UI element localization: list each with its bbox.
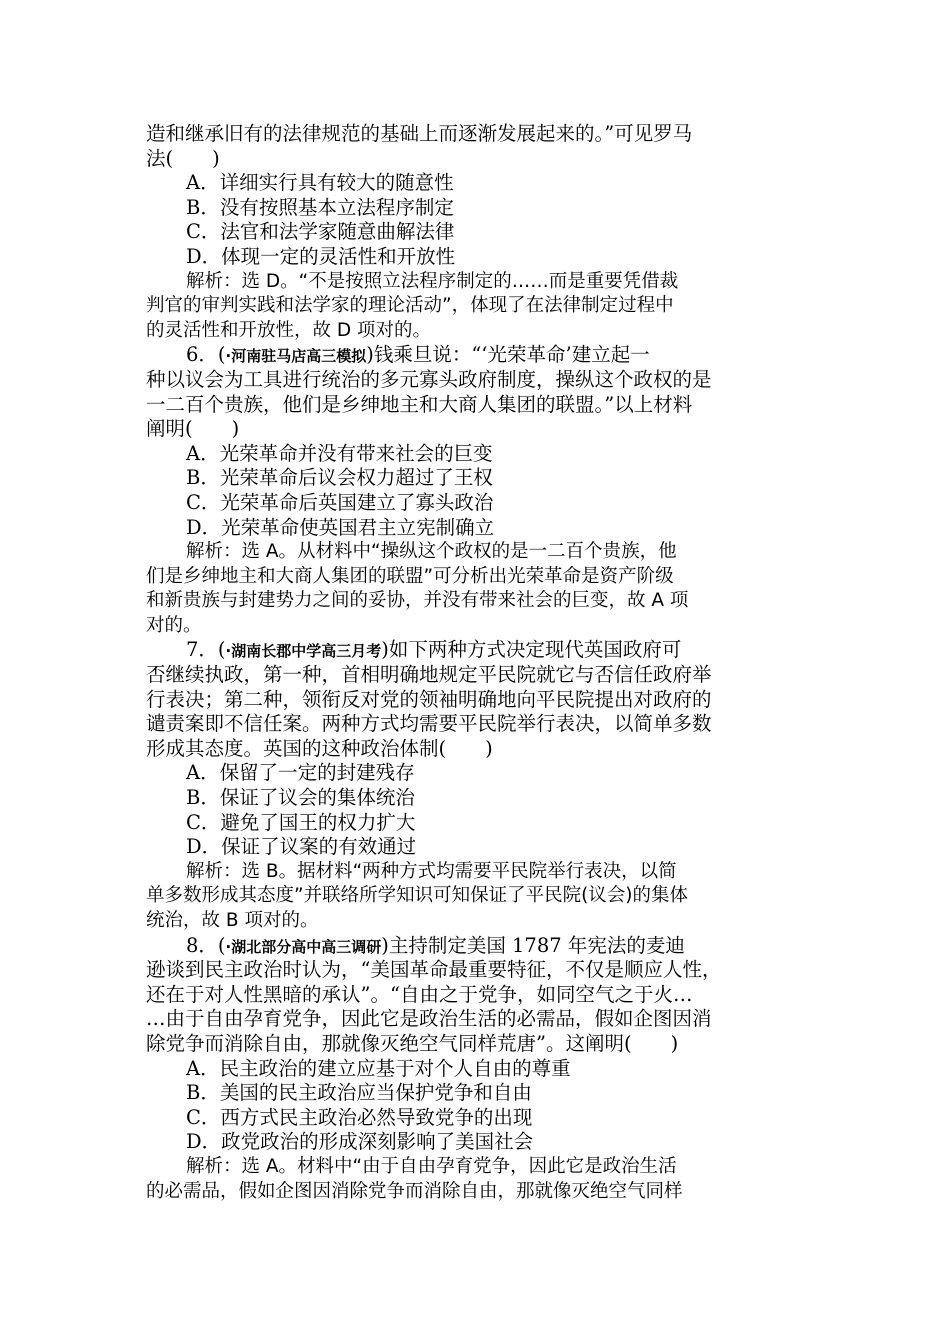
option-c: C．西方式民主政治必然导致党争的出现 — [186, 1105, 533, 1129]
analysis-line: 单多数形成其态度”并联络所学知识可知保证了平民院(议会)的集体 — [146, 885, 689, 907]
question-source: ·河南驻马店高三模拟 — [225, 347, 367, 366]
question-stem-line: 否继续执政，第一种，首相明确地规定平民院就它与否信任政府举 — [146, 663, 712, 687]
option-d: D．光荣革命使英国君主立宪制确立 — [186, 515, 495, 539]
question-stem-line — [146, 934, 812, 959]
option-b: B．美国的民主政治应当保护党争和自由 — [186, 1081, 532, 1105]
analysis-line: 解析：选 A。材料中“由于自由孕育党争，因此它是政治生活 — [186, 1155, 677, 1177]
question-stem-line — [146, 638, 812, 663]
question-stem-line: 造和继承旧有的法律规范的基础上而逐渐发展起来的。”可见罗马 — [146, 122, 693, 145]
option-c: C．避免了国王的权力扩大 — [186, 810, 416, 834]
option-b: B．保证了议会的集体统治 — [186, 786, 415, 810]
question-number: 7．( — [186, 638, 226, 662]
option-b: B．光荣革命后议会权力超过了王权 — [186, 466, 493, 490]
analysis-line: 解析：选 B。据材料“两种方式均需要平民院举行表决，以简 — [186, 860, 677, 882]
question-stem-line: 逊谈到民主政治时认为，“美国革命最重要特征，不仅是顺应人性， — [146, 958, 722, 982]
question-source: ·湖北部分高中高三调研 — [225, 937, 382, 956]
question-stem-line: 行表决；第二种，领衔反对党的领袖明确地向平民院提出对政府的 — [146, 687, 712, 711]
question-stem-text: )主持制定美国 1787 年宪法的麦迪 — [381, 933, 685, 957]
question-stem-line: 还在于对人性黑暗的承认”。“自由之于党争，如同空气之于火… — [146, 982, 693, 1006]
question-stem-line: …由于自由孕育党争，因此它是政治生活的必需品，假如企图因消 — [146, 1007, 712, 1031]
question-stem-line: 一二百个贵族，他们是乡绅地主和大商人集团的联盟。”以上材料 — [146, 392, 693, 416]
question-number: 8．( — [186, 933, 226, 957]
analysis-line: 统治，故 B 项对的。 — [146, 910, 319, 931]
analysis-line: 和新贵族与封建势力之间的妥协，并没有带来社会的巨变，故 A 项 — [146, 590, 689, 612]
question-number: 6．( — [186, 343, 226, 367]
question-stem-line: 阐明( ) — [146, 417, 240, 441]
option-a: A．民主政治的建立应基于对个人自由的尊重 — [186, 1056, 571, 1080]
question-7 — [146, 638, 812, 933]
question-5 — [146, 122, 812, 343]
question-stem-text: )如下两种方式决定现代英国政府可 — [381, 638, 682, 662]
question-stem-line: 除党争而消除自由，那就像灭绝空气同样荒唐”。这阐明( ) — [146, 1031, 679, 1055]
question-6 — [146, 343, 812, 638]
analysis-line: 解析：选 A。从材料中“操纵这个政权的是一二百个贵族，他 — [186, 541, 677, 563]
analysis-line: 们是乡绅地主和大商人集团的联盟”可分析出光荣革命是资产阶级 — [146, 565, 674, 587]
analysis-line: 的灵活性和开放性，故 D 项对的。 — [146, 319, 432, 341]
question-stem-line: 谴责案即不信任案。两种方式均需要平民院举行表决，以简单多数 — [146, 712, 712, 736]
question-stem-line: 法( ) — [146, 146, 220, 170]
question-stem-line: 种以议会为工具进行统治的多元寡头政府制度，操纵这个政权的是 — [146, 367, 712, 391]
question-source: ·湖南长郡中学高三月考 — [225, 642, 382, 661]
question-8 — [146, 934, 812, 1205]
option-b: B．没有按照基本立法程序制定 — [186, 195, 454, 219]
option-a: A．详细实行具有较大的随意性 — [186, 171, 454, 195]
analysis-line: 的必需品，假如企图因消除党争而消除自由，那就像灭绝空气同样 — [146, 1180, 683, 1202]
option-d: D．政党政治的形成深刻影响了美国社会 — [186, 1130, 534, 1154]
question-stem-line — [146, 343, 812, 368]
document-page — [146, 122, 812, 1204]
option-d: D．体现一定的灵活性和开放性 — [186, 244, 456, 268]
analysis-line: 对的。 — [146, 614, 202, 636]
option-c: C．光荣革命后英国建立了寡头政治 — [186, 490, 494, 514]
analysis-line: 解析：选 D。“不是按照立法程序制定的……而是重要凭借裁 — [186, 270, 679, 292]
question-stem-text: )钱乘旦说：“‘光荣革命’建立起一 — [366, 343, 650, 367]
option-d: D．保证了议案的有效通过 — [186, 835, 417, 859]
option-a: A．光荣革命并没有带来社会的巨变 — [186, 441, 493, 465]
analysis-line: 判官的审判实践和法学家的理论活动”，体现了在法律制定过程中 — [146, 295, 674, 317]
question-stem-line: 形成其态度。英国的这种政治体制( ) — [146, 736, 493, 760]
option-a: A．保留了一定的封建残存 — [186, 761, 415, 785]
option-c: C．法官和法学家随意曲解法律 — [186, 220, 455, 244]
